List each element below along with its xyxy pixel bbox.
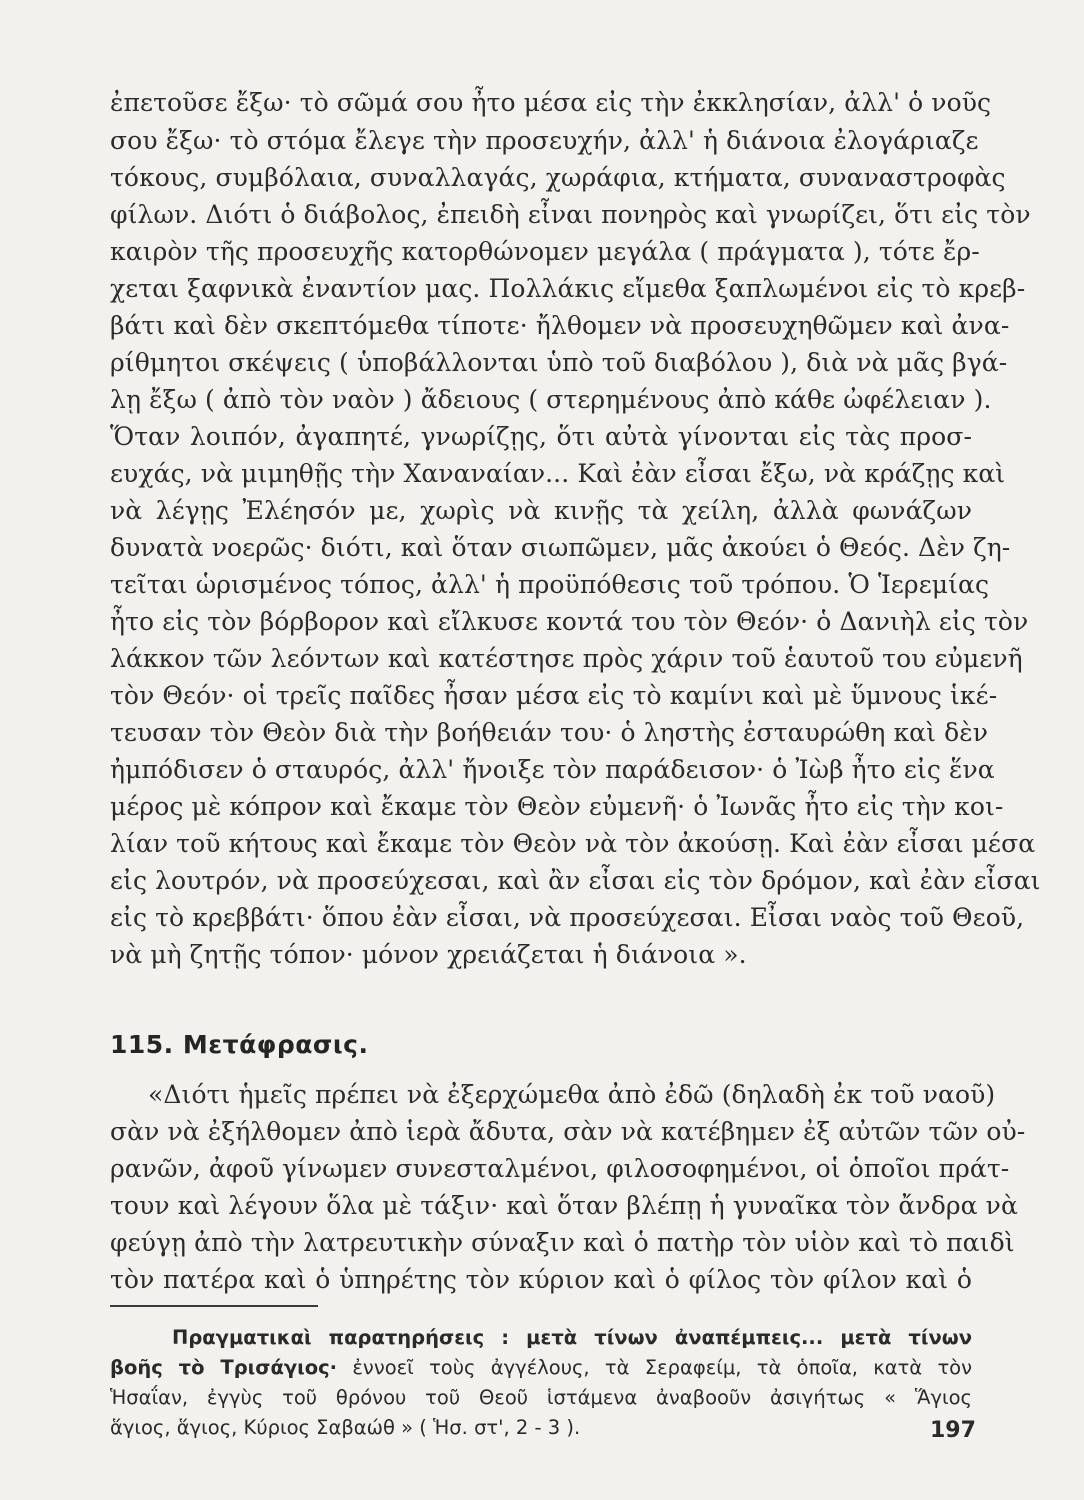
text-line: σου ἔξω· τὸ στόμα ἔλεγε τὴν προσευχήν, ἀλλ' ἡ διάνοια ἐλογάριαζε (110, 126, 979, 155)
text-line: τὸν πατέρα καὶ ὁ ὑπηρέτης τὸν κύριον καὶ ὁ φίλος τὸν φίλον καὶ ὁ (110, 1265, 972, 1294)
text-line: λίαν τοῦ κήτους καὶ ἔκαμε τὸν Θεὸν νὰ τὸν ἀκούσῃ. Καὶ ἐὰν εἶσαι μέσα (110, 829, 1036, 858)
footnote-line: Ἡσαΐαν, ἐγγὺς τοῦ θρόνου τοῦ Θεοῦ ἱστάμενα ἀναβοοῦν ἀσιγήτως « Ἅγιος (110, 1386, 972, 1409)
footnote-line (172, 1326, 972, 1350)
text-line: λάκκον τῶν λεόντων καὶ κατέστησε πρὸς χάριν τοῦ ἑαυτοῦ του εὐμενῆ (110, 644, 1023, 673)
text-line: ρανῶν, ἀφοῦ γίνωμεν συνεσταλμένοι, φιλοσοφημένοι, οἱ ὁποῖοι πράτ- (110, 1154, 1010, 1183)
footnote-bold: Πραγματικαὶ παρατηρήσεις : μετὰ τίνων ἀναπέμπεις... μετὰ τίνων (172, 1326, 972, 1349)
text-line: «Διότι ἡμεῖς πρέπει νὰ ἐξερχώμεθα ἀπὸ ἐδῶ (δηλαδὴ ἐκ τοῦ ναοῦ) (148, 1080, 996, 1109)
text-line: ἐπετοῦσε ἔξω· τὸ σῶμά σου ἦτο μέσα εἰς τὴν ἐκκλησίαν, ἀλλ' ὁ νοῦς (110, 88, 992, 117)
text-line: ἠμπόδισεν ὁ σταυρός, ἀλλ' ἤνοιξε τὸν παράδεισον· ὁ Ἰὼβ ἦτο εἰς ἕνα (110, 755, 995, 784)
text-line: Ὅταν λοιπόν, ἀγαπητέ, γνωρίζῃς, ὅτι αὐτὰ γίνονται εἰς τὰς προσ- (110, 422, 972, 451)
footnote-bold: βοῆς τὸ Τρισάγιος· (110, 1356, 338, 1379)
text-line: ρίθμητοι σκέψεις ( ὑποβάλλονται ὑπὸ τοῦ διαβόλου ), διὰ νὰ μᾶς βγά- (110, 348, 1008, 377)
footnote-text: ἐννοεῖ τοὺς ἀγγέλους, τὰ Σεραφείμ, τὰ ὁποῖα, κατὰ τὸν (337, 1356, 973, 1379)
text-line: χεται ξαφνικὰ ἐναντίον μας. Πολλάκις εἴμεθα ξαπλωμένοι εἰς τὸ κρεβ- (110, 274, 1026, 303)
footnote-line (110, 1356, 972, 1380)
text-line: φίλων. Διότι ὁ διάβολος, ἐπειδὴ εἶναι πονηρὸς καὶ γνωρίζει, ὅτι εἰς τὸν (110, 200, 1031, 229)
text-line: τεῖται ὡρισμένος τόπος, ἀλλ' ἡ προϋπόθεσις τοῦ τρόπου. Ὁ Ἱερεμίας (110, 570, 990, 599)
section-heading: 115. Μετάφρασις. (110, 1030, 369, 1059)
text-line: σὰν νὰ ἐξήλθομεν ἀπὸ ἱερὰ ἄδυτα, σὰν νὰ κατέβημεν ἐξ αὐτῶν τῶν οὐ- (110, 1117, 1026, 1146)
page-number: 197 (930, 1418, 976, 1443)
text-line: εἰς τὸ κρεββάτι· ὅπου ἐὰν εἶσαι, νὰ προσεύχεσαι. Εἶσαι ναὸς τοῦ Θεοῦ, (110, 903, 1025, 932)
text-line: εἰς λουτρόν, νὰ προσεύχεσαι, καὶ ἂν εἶσαι εἰς τὸν δρόμον, καὶ ἐὰν εἶσαι (110, 866, 1041, 895)
text-line: βάτι καὶ δὲν σκεπτόμεθα τίποτε· ἤλθομεν νὰ προσευχηθῶμεν καὶ ἀνα- (110, 311, 1010, 340)
text-line: μέρος μὲ κόπρον καὶ ἔκαμε τὸν Θεὸν εὐμενῆ· ὁ Ἰωνᾶς ἦτο εἰς τὴν κοι- (110, 792, 1004, 821)
text-line: τόκους, συμβόλαια, συναλλαγάς, χωράφια, κτήματα, συναναστροφὰς (110, 163, 1006, 192)
text-line: νὰ λέγῃς Ἐλέησόν με, χωρὶς νὰ κινῇς τὰ χείλη, ἀλλὰ φωνάζων (110, 496, 972, 525)
footnote-divider (110, 1305, 318, 1307)
text-line: φεύγῃ ἀπὸ τὴν λατρευτικὴν σύναξιν καὶ ὁ πατὴρ τὸν υἱὸν καὶ τὸ παιδὶ (110, 1228, 1015, 1257)
footnote-line: ἅγιος, ἅγιος, Κύριος Σαβαώθ » ( Ἡσ. στ', 2 - 3 ). (110, 1416, 581, 1439)
text-line: λῃ ἔξω ( ἀπὸ τὸν ναὸν ) ἄδειους ( στερημένους ἀπὸ κάθε ὠφέλειαν ). (110, 385, 992, 414)
text-line: ευχάς, νὰ μιμηθῇς τὴν Χαναναίαν... Καὶ ἐὰν εἶσαι ἔξω, νὰ κράζῃς καὶ (110, 459, 1006, 488)
text-line: καιρὸν τῆς προσευχῆς κατορθώνομεν μεγάλα ( πράγματα ), τότε ἔρ- (110, 237, 980, 266)
text-line: νὰ μὴ ζητῇς τόπον· μόνον χρειάζεται ἡ διάνοια ». (110, 940, 747, 969)
text-line: δυνατὰ νοερῶς· διότι, καὶ ὅταν σιωπῶμεν, μᾶς ἀκούει ὁ Θεός. Δὲν ζη- (110, 533, 1011, 562)
text-line: ἦτο εἰς τὸν βόρβορον καὶ εἴλκυσε κοντά του τὸν Θεόν· ὁ Δανιὴλ εἰς τὸν (110, 607, 1029, 636)
text-line: τὸν Θεόν· οἱ τρεῖς παῖδες ἦσαν μέσα εἰς τὸ καμίνι καὶ μὲ ὕμνους ἱκέ- (110, 681, 998, 710)
text-line: τευσαν τὸν Θεὸν διὰ τὴν βοήθειάν του· ὁ ληστὴς ἐσταυρώθη καὶ δὲν (110, 718, 989, 747)
text-line: τουν καὶ λέγουν ὅλα μὲ τάξιν· καὶ ὅταν βλέπῃ ἡ γυναῖκα τὸν ἄνδρα νὰ (110, 1191, 1018, 1220)
